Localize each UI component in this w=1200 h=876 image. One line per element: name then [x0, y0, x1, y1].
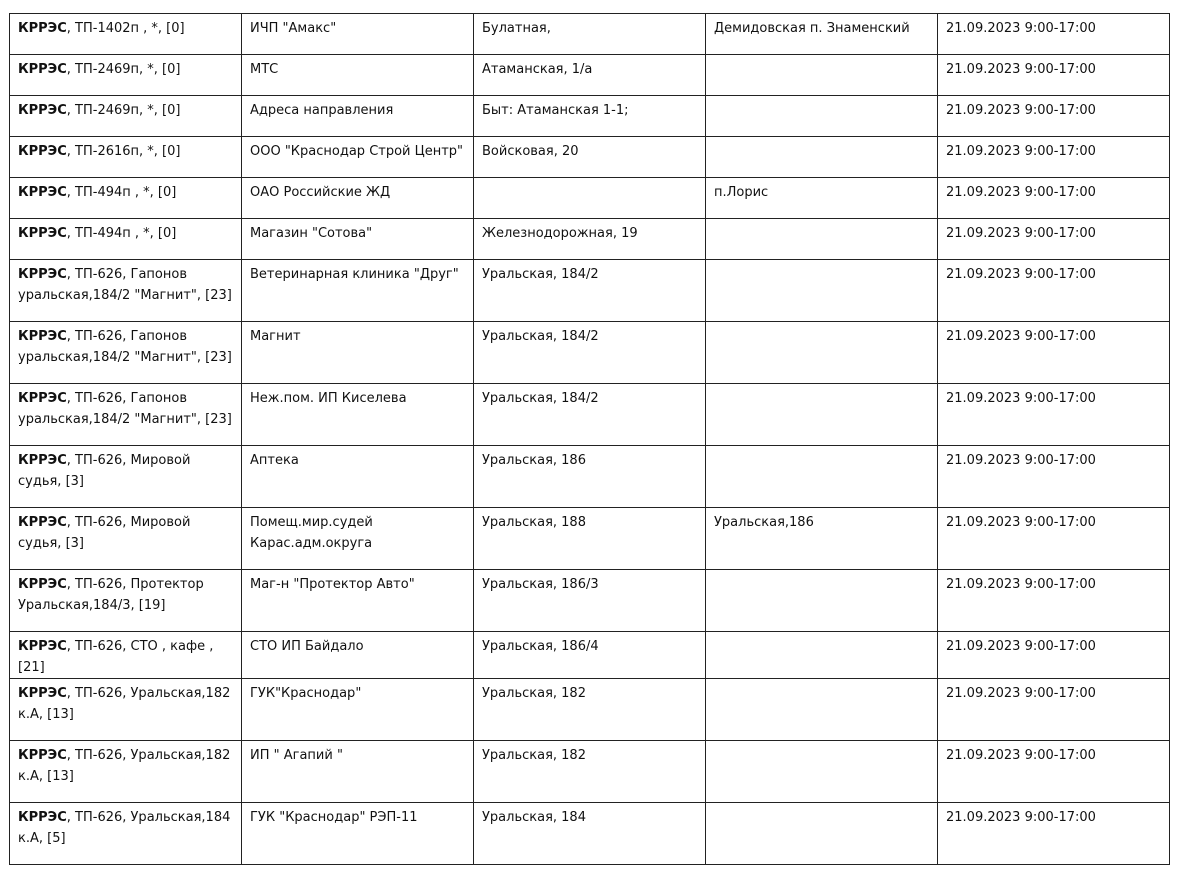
time-cell: 21.09.2023 9:00-17:00 [938, 137, 1170, 178]
time-cell: 21.09.2023 9:00-17:00 [938, 508, 1170, 570]
res-label: КРРЭС [18, 515, 67, 530]
consumer-cell: ООО "Краснодар Строй Центр" [242, 137, 474, 178]
feeder-cell [10, 137, 242, 178]
table-row [10, 570, 1170, 632]
consumer-cell: Адреса направления [242, 96, 474, 137]
consumer-cell: ИП " Агапий " [242, 741, 474, 803]
feeder-cell [10, 446, 242, 508]
table-row [10, 55, 1170, 96]
feeder-text: , ТП-626, Гапонов уральская,184/2 "Магнит", [23] [18, 329, 232, 365]
consumer-cell: ГУК"Краснодар" [242, 679, 474, 741]
feeder-cell [10, 741, 242, 803]
feeder-text: , ТП-626, Гапонов уральская,184/2 "Магнит", [23] [18, 391, 232, 427]
res-label: КРРЭС [18, 686, 67, 701]
street-cell: Уральская, 188 [474, 508, 706, 570]
table-row [10, 137, 1170, 178]
table-row [10, 178, 1170, 219]
res-label: КРРЭС [18, 810, 67, 825]
feeder-text: , ТП-626, Уральская,184 к.А, [5] [18, 810, 231, 846]
outage-schedule-table [9, 13, 1170, 865]
street-cell: Булатная, [474, 14, 706, 55]
locality-cell [706, 679, 938, 741]
feeder-cell [10, 384, 242, 446]
street-cell [474, 178, 706, 219]
feeder-cell [10, 260, 242, 322]
res-label: КРРЭС [18, 62, 67, 77]
feeder-cell [10, 219, 242, 260]
table-row [10, 260, 1170, 322]
time-cell: 21.09.2023 9:00-17:00 [938, 632, 1170, 679]
feeder-text: , ТП-1402п , *, [0] [66, 21, 185, 36]
feeder-cell [10, 96, 242, 137]
time-cell: 21.09.2023 9:00-17:00 [938, 570, 1170, 632]
time-cell: 21.09.2023 9:00-17:00 [938, 679, 1170, 741]
feeder-text: , ТП-626, СТО , кафе , [21] [18, 639, 214, 675]
consumer-cell: Неж.пом. ИП Киселева [242, 384, 474, 446]
time-cell: 21.09.2023 9:00-17:00 [938, 803, 1170, 865]
res-label: КРРЭС [18, 391, 67, 406]
consumer-cell: СТО ИП Байдало [242, 632, 474, 679]
res-label: КРРЭС [18, 226, 67, 241]
locality-cell: п.Лорис [706, 178, 938, 219]
street-cell: Уральская, 182 [474, 679, 706, 741]
locality-cell [706, 137, 938, 178]
feeder-cell [10, 178, 242, 219]
street-cell: Уральская, 184 [474, 803, 706, 865]
table-row [10, 14, 1170, 55]
res-label: КРРЭС [18, 144, 67, 159]
time-cell: 21.09.2023 9:00-17:00 [938, 260, 1170, 322]
feeder-cell [10, 322, 242, 384]
locality-cell [706, 96, 938, 137]
feeder-cell [10, 14, 242, 55]
street-cell: Уральская, 184/2 [474, 260, 706, 322]
table-row [10, 679, 1170, 741]
feeder-text: , ТП-2469п, *, [0] [66, 103, 181, 118]
consumer-cell: Магазин "Сотова" [242, 219, 474, 260]
street-cell: Железнодорожная, 19 [474, 219, 706, 260]
consumer-cell: Ветеринарная клиника "Друг" [242, 260, 474, 322]
consumer-cell: Аптека [242, 446, 474, 508]
res-label: КРРЭС [18, 329, 67, 344]
table-row [10, 741, 1170, 803]
time-cell: 21.09.2023 9:00-17:00 [938, 322, 1170, 384]
time-cell: 21.09.2023 9:00-17:00 [938, 178, 1170, 219]
feeder-text: , ТП-626, Мировой судья, [3] [18, 453, 191, 489]
street-cell: Уральская, 186/3 [474, 570, 706, 632]
street-cell: Атаманская, 1/а [474, 55, 706, 96]
table-row [10, 508, 1170, 570]
table-row [10, 96, 1170, 137]
consumer-cell: Маг-н "Протектор Авто" [242, 570, 474, 632]
street-cell: Уральская, 184/2 [474, 322, 706, 384]
feeder-cell [10, 508, 242, 570]
feeder-text: , ТП-626, Уральская,182 к.А, [13] [18, 748, 231, 784]
locality-cell [706, 55, 938, 96]
street-cell: Войсковая, 20 [474, 137, 706, 178]
res-label: КРРЭС [18, 185, 67, 200]
locality-cell [706, 384, 938, 446]
locality-cell [706, 322, 938, 384]
consumer-cell: МТС [242, 55, 474, 96]
consumer-cell: ОАО Российские ЖД [242, 178, 474, 219]
res-label: КРРЭС [18, 639, 67, 654]
res-label: КРРЭС [18, 748, 67, 763]
res-label: КРРЭС [18, 103, 67, 118]
res-label: КРРЭС [18, 577, 67, 592]
locality-cell: Демидовская п. Знаменский [706, 14, 938, 55]
consumer-cell: Помещ.мир.судей Карас.адм.округа [242, 508, 474, 570]
feeder-text: , ТП-626, Уральская,182 к.А, [13] [18, 686, 231, 722]
locality-cell [706, 741, 938, 803]
feeder-text: , ТП-2469п, *, [0] [66, 62, 181, 77]
time-cell: 21.09.2023 9:00-17:00 [938, 446, 1170, 508]
table-row [10, 446, 1170, 508]
locality-cell [706, 446, 938, 508]
time-cell: 21.09.2023 9:00-17:00 [938, 741, 1170, 803]
res-label: КРРЭС [18, 21, 67, 36]
feeder-text: , ТП-494п , *, [0] [66, 226, 177, 241]
feeder-cell [10, 570, 242, 632]
table-body [10, 14, 1170, 865]
street-cell: Уральская, 182 [474, 741, 706, 803]
time-cell: 21.09.2023 9:00-17:00 [938, 384, 1170, 446]
locality-cell [706, 219, 938, 260]
street-cell: Уральская, 186 [474, 446, 706, 508]
table-row [10, 803, 1170, 865]
consumer-cell: Магнит [242, 322, 474, 384]
locality-cell [706, 260, 938, 322]
feeder-text: , ТП-626, Гапонов уральская,184/2 "Магнит", [23] [18, 267, 232, 303]
feeder-text: , ТП-494п , *, [0] [66, 185, 177, 200]
street-cell: Быт: Атаманская 1-1; [474, 96, 706, 137]
locality-cell [706, 803, 938, 865]
feeder-cell [10, 55, 242, 96]
feeder-text: , ТП-626, Мировой судья, [3] [18, 515, 191, 551]
feeder-cell [10, 632, 242, 679]
time-cell: 21.09.2023 9:00-17:00 [938, 14, 1170, 55]
locality-cell [706, 570, 938, 632]
feeder-cell [10, 803, 242, 865]
feeder-text: , ТП-626, Протектор Уральская,184/3, [19] [18, 577, 204, 613]
table-row [10, 322, 1170, 384]
locality-cell: Уральская,186 [706, 508, 938, 570]
locality-cell [706, 632, 938, 679]
feeder-text: , ТП-2616п, *, [0] [66, 144, 181, 159]
res-label: КРРЭС [18, 267, 67, 282]
consumer-cell: ИЧП "Амакс" [242, 14, 474, 55]
table-row [10, 384, 1170, 446]
table-row [10, 219, 1170, 260]
consumer-cell: ГУК "Краснодар" РЭП-11 [242, 803, 474, 865]
res-label: КРРЭС [18, 453, 67, 468]
time-cell: 21.09.2023 9:00-17:00 [938, 96, 1170, 137]
street-cell: Уральская, 184/2 [474, 384, 706, 446]
table-row [10, 632, 1170, 679]
feeder-cell [10, 679, 242, 741]
street-cell: Уральская, 186/4 [474, 632, 706, 679]
time-cell: 21.09.2023 9:00-17:00 [938, 55, 1170, 96]
time-cell: 21.09.2023 9:00-17:00 [938, 219, 1170, 260]
